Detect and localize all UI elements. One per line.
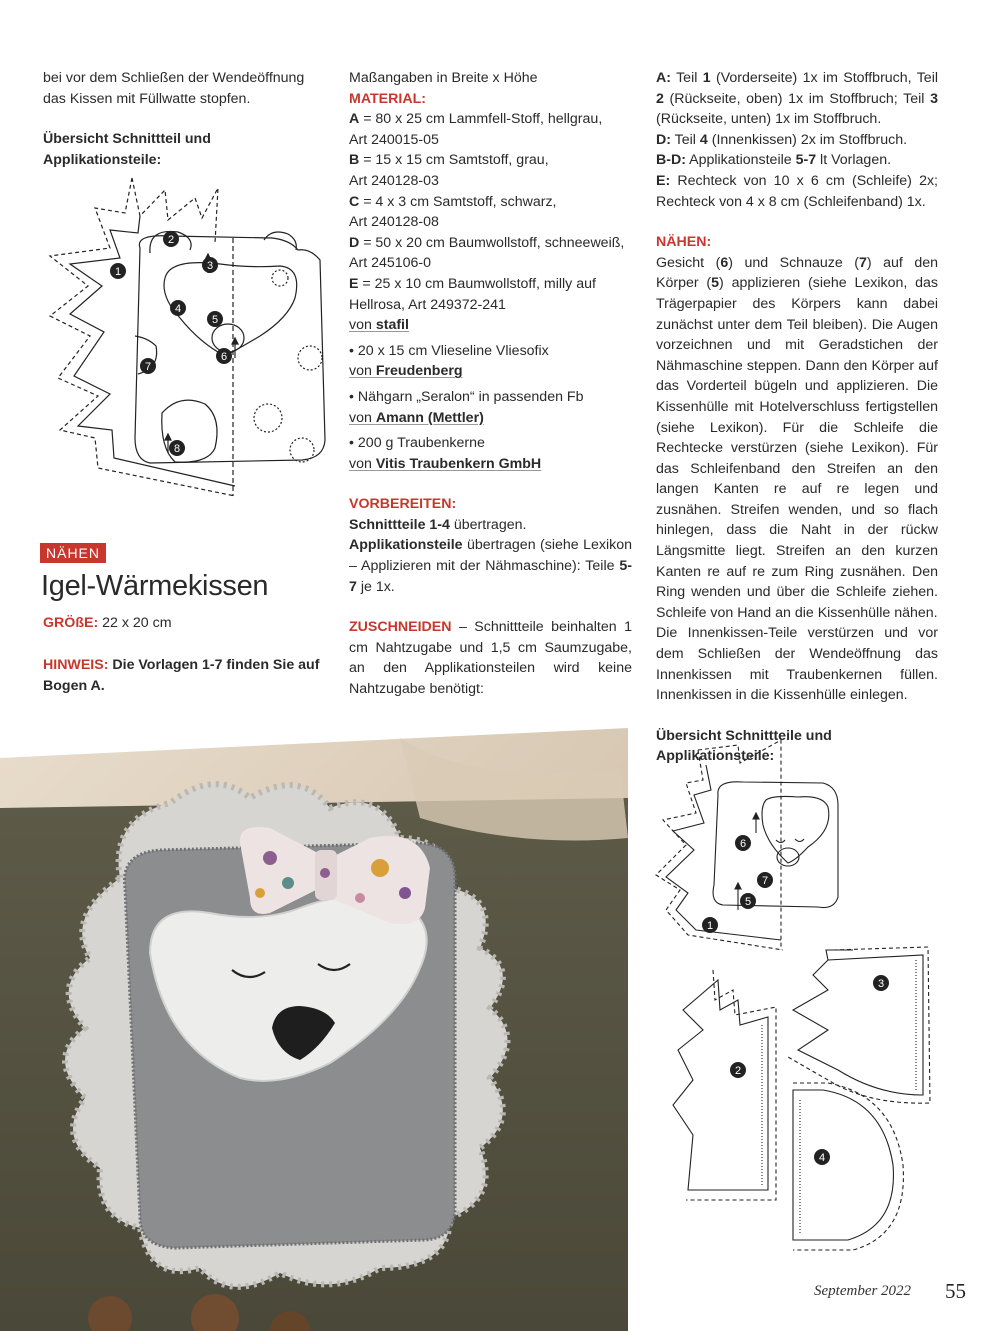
supplier-3: von Amann (Mettler) — [349, 409, 484, 426]
supplier-4: von Vitis Traubenkern GmbH — [349, 455, 542, 472]
material-e: E = 25 x 10 cm Baumwollstoff, milly auf Hellrosa, Art 249372-241 — [349, 275, 596, 313]
intro-text: bei vor dem Schließen der Wendeöffnung das Kissen mit Füllwatte stopfen. — [43, 70, 305, 107]
product-photo — [0, 728, 628, 1331]
column-right — [656, 68, 938, 767]
issue-date: September 2022 — [814, 1283, 912, 1299]
marker-5: 5 — [744, 896, 752, 908]
cut-bd: B-D: Applikationsteile 5-7 lt Vorlagen. — [656, 152, 892, 169]
marker-2: 2 — [167, 234, 175, 246]
size-value: 22 x 20 cm — [102, 615, 172, 631]
material-heading: MATERIAL: — [349, 90, 426, 107]
marker-2: 2 — [734, 1065, 742, 1077]
material-d: D = 50 x 20 cm Baumwollstoff, schneeweiß, Art 245106-0 — [349, 234, 625, 272]
marker-1: 1 — [706, 920, 714, 932]
marker-7: 7 — [761, 875, 769, 887]
sew-heading: NÄHEN: — [656, 234, 712, 251]
marker-6: 6 — [739, 838, 747, 850]
marker-3: 3 — [206, 260, 214, 272]
marker-1: 1 — [114, 266, 122, 278]
column-left — [43, 68, 328, 170]
overview-heading-2: Übersicht Schnittteile und Applikationsteile: — [656, 727, 832, 765]
column-middle — [349, 68, 632, 700]
diagram2-number-markers — [702, 835, 889, 1165]
page-number: 55 — [945, 1279, 966, 1303]
hint-info — [43, 655, 328, 697]
project-title: Igel-Wärmekissen — [41, 570, 269, 602]
material-a: A = 80 x 25 cm Lammfell-Stoff, hellgrau, Art 240015-05 — [349, 111, 603, 148]
category-tag: NÄHEN — [40, 543, 106, 563]
marker-8: 8 — [173, 443, 181, 455]
marker-3: 3 — [877, 978, 885, 990]
pattern-overview-diagram-1 — [40, 168, 340, 498]
sew-step-2: Die Innenkissen-Teile verstürzen und vor dem Schließen der Wendeöffnung das Innenkissen mit Traubenkernen füllen. Innenkissen in die Kissenhülle einlegen. — [656, 625, 938, 704]
marker-7: 7 — [144, 361, 152, 373]
marker-6: 6 — [220, 351, 228, 363]
material-item-3: • Nähgarn „Seralon“ in passenden Fb — [349, 388, 584, 405]
prep-step-2: Applikationsteile übertragen (siehe Lexikon – Applizieren mit der Nähmaschine): Teile 5-7 je 1x. — [349, 537, 632, 595]
marker-4: 4 — [174, 303, 182, 315]
marker-5: 5 — [211, 314, 219, 326]
cut-d: D: Teil 4 (Innenkissen) 2x im Stoffbruch. — [656, 131, 908, 148]
supplier-2: von Freudenberg — [349, 363, 463, 380]
material-item-2: • 20 x 15 cm Vlieseline Vliesofix — [349, 342, 549, 359]
cut-section: ZUSCHNEIDEN – Schnittteile beinhalten 1 cm Nahtzugabe und 1,5 cm Saumzugabe, an den Applikationsteilen wird keine Nahtzugabe benötigt: — [349, 619, 632, 698]
supplier-1: von stafil — [349, 317, 409, 334]
material-item-4: • 200 g Traubenkerne — [349, 435, 485, 452]
cut-a: A: Teil 1 (Vorderseite) 1x im Stoffbruch, Teil 2 (Rückseite, oben) 1x im Stoffbruch; Teil 3 (Rückseite, unten) 1x im Stoffbruch. — [656, 70, 939, 128]
sew-step-1: Gesicht (6) und Schnauze (7) auf den Körper (5) applizieren (siehe Lexikon, das Trägerpapier des Körpers kann dabei zunächst unter dem Teil bleiben). Die Augen vorzeichnen und mit Geradstichen der Nähmaschine steppen. Dann den Körper auf das Vorderteil bügeln und applizieren. Die Kissenhülle mit Hotelverschluss fertigstellen (siehe Lexikon). Für die Schleife die Rechtecke verstürzen (siehe Lexikon). Für das Schleifenband den Streifen an den langen Kanten re auf re legen und zusnähen. Streifen wenden, und so flach hinlegen, dass die Naht in der rückw Längsmitte liegt. Streifen an den kurzen Kanten re auf re zum Ring zusnähen. Den Ring wenden und über die Schleife ziehen. Schleife von Hand an die Kissenhülle nähen. — [656, 254, 939, 621]
prep-heading: VORBEREITEN: — [349, 496, 457, 513]
hint-text: Die Vorlagen 1-7 finden Sie auf Bogen A. — [43, 657, 320, 694]
size-info — [43, 615, 172, 631]
material-b: B = 15 x 15 cm Samtstoff, grau, Art 240128-03 — [349, 152, 549, 189]
dims-note: Maßangaben in Breite x Höhe — [349, 70, 538, 86]
marker-4: 4 — [818, 1152, 826, 1164]
overview-heading: Übersicht Schnittteil und Applikationsteile: — [43, 131, 211, 168]
cut-e: E: Rechteck von 10 x 6 cm (Schleife) 2x; Rechteck von 4 x 8 cm (Schleifenband) 1x. — [656, 172, 938, 210]
pattern-overview-diagram-2 — [648, 735, 948, 1265]
material-c: C = 4 x 3 cm Samtstoff, schwarz, Art 240128-08 — [349, 193, 557, 231]
size-label: GRÖßE: — [43, 615, 99, 631]
hint-label: HINWEIS: — [43, 657, 109, 673]
prep-step-1: Schnittteile 1-4 übertragen. — [349, 516, 527, 533]
